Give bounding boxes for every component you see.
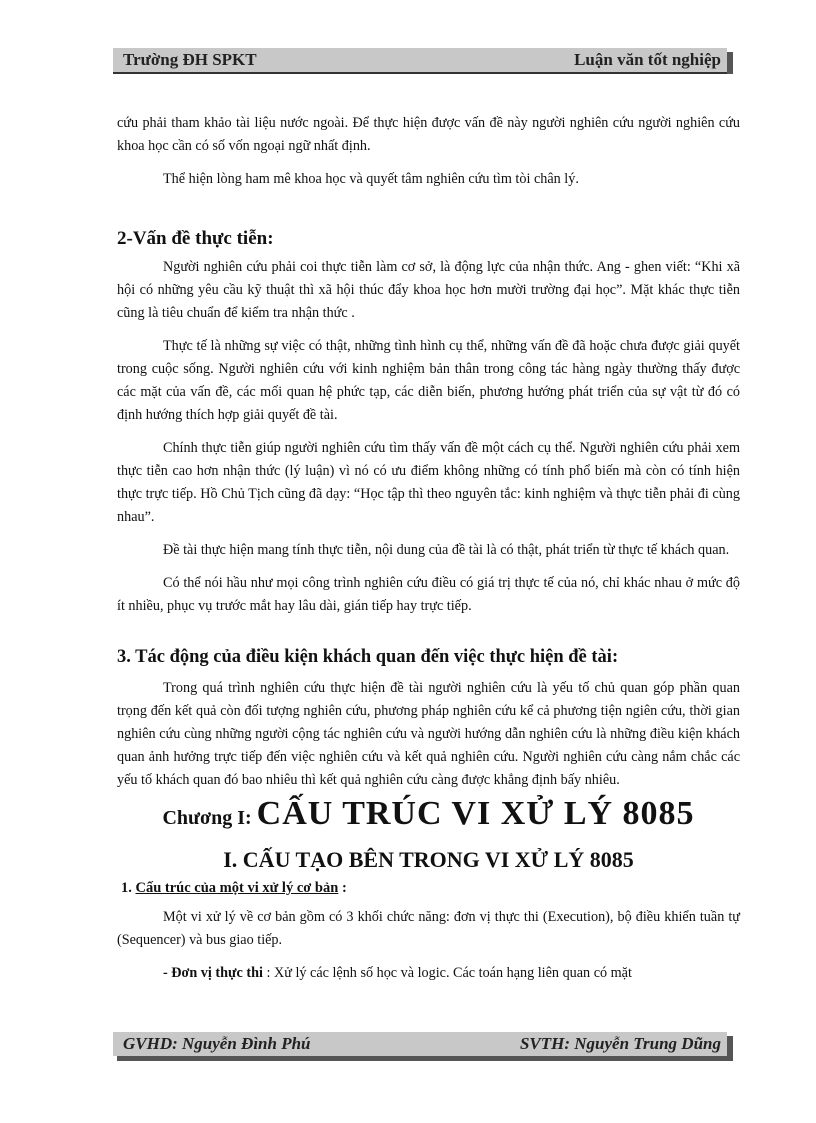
footer-student: SVTH: Nguyễn Trung Dũng	[519, 1034, 721, 1053]
page-footer	[113, 1032, 727, 1056]
paragraph: Thực tế là những sự việc có thật, những tình hình cụ thể, những vấn đề đã hoặc chưa được giải quyết trong cuộc sống. Người nghiên cứu với kinh nghiệm bản thân trong công tác hàng ngày thường thấy được các mặt của vấn đề, các mối quan hệ phức tạp, các diễn biến, phương hướng phát triển của sự vật từ đó có định hướng thích hợp giải quyết đề tài.	[117, 338, 740, 423]
paragraph: cứu phải tham khảo tài liệu nước ngoài. Để thực hiện được vấn đề này người nghiên cứu người nghiên cứu khoa học cần có số vốn ngoại ngữ nhất định.	[117, 115, 740, 154]
subsection-colon: :	[338, 880, 347, 896]
chapter-title	[117, 795, 740, 832]
paragraph: Có thể nói hầu như mọi công trình nghiên cứu điều có giá trị thực tế của nó, chỉ khác nhau ở mức độ ít nhiều, phục vụ trước mắt hay lâu dài, gián tiếp hay trực tiếp.	[117, 575, 740, 614]
term-description: : Xử lý các lệnh số học và logic. Các toán hạng liên quan có mặt	[262, 965, 632, 981]
page-header	[113, 48, 727, 74]
page-body	[117, 112, 740, 995]
subsection-heading	[121, 877, 740, 900]
section-heading: 2-Vấn đề thực tiễn:	[117, 228, 274, 249]
header-shadow	[727, 52, 733, 74]
header-doc-type: Luận văn tốt nghiệp	[574, 50, 721, 69]
paragraph: Người nghiên cứu phải coi thực tiễn làm cơ sở, là động lực của nhận thức. Ang - ghen viết: “Khi xã hội có những yêu cầu kỹ thuật thì xã hội thúc đẩy khoa học hơn mười trường đại học”. Mặt khác thực tiễn cũng là tiêu chuẩn để kiểm tra nhận thức .	[117, 259, 740, 321]
paragraph: Đề tài thực hiện mang tính thực tiễn, nội dung của đề tài là có thật, phát triển từ thực tế khách quan.	[163, 542, 730, 558]
chapter-prefix: Chương I:	[162, 807, 257, 829]
paragraph: Chính thực tiễn giúp người nghiên cứu tìm thấy vấn đề một cách cụ thể. Người nghiên cứu phải xem thực tiễn cao hơn nhận thức (lý luận) vì nó có ưu điểm không những có tính phổ biến mà còn có tính hiện thực trực tiếp. Hồ Chủ Tịch cũng đã dạy: “Học tập thì theo nguyên tắc: kinh nghiệm và thực tiễn phải đi cùng nhau”.	[117, 440, 740, 525]
paragraph: Một vi xử lý về cơ bản gồm có 3 khối chức năng: đơn vị thực thi (Execution), bộ điều khiển tuần tự (Sequencer) và bus giao tiếp.	[117, 909, 740, 948]
paragraph	[117, 962, 740, 985]
paragraph: Thể hiện lòng ham mê khoa học và quyết tâm nghiên cứu tìm tòi chân lý.	[163, 171, 579, 187]
paragraph: Trong quá trình nghiên cứu thực hiện đề tài người nghiên cứu là yếu tố chủ quan góp phần quan trọng đến kết quả còn đối tượng nghiên cứu, phương pháp nghiên cứu kể cả phương tiện ngiên cứu, thời gian nghiên cứu cùng những người cộng tác nghiên cứu và người hướng dẫn nghiên cứu là những điều kiện khách quan ảnh hưởng trực tiếp đến việc nghiên cứu và kết quả nghiên cứu. Người nghiên cứu càng nắm chắc các yếu tố khách quan đó bao nhiêu thì kết quả nghiên cứu càng được khẳng định bấy nhiêu.	[117, 680, 740, 788]
section-heading: 3. Tác động của điều kiện khách quan đến việc thực hiện đề tài:	[117, 647, 619, 667]
footer-advisor: GVHD: Nguyễn Đình Phú	[123, 1034, 311, 1053]
subsection-title: Cấu trúc của một vi xử lý cơ bản	[135, 880, 339, 896]
subsection-number: 1.	[121, 880, 136, 896]
footer-shadow	[117, 1056, 733, 1061]
section-title: I. CẤU TẠO BÊN TRONG VI XỬ LÝ 8085	[223, 847, 634, 872]
chapter-name: CẤU TRÚC VI XỬ LÝ 8085	[256, 795, 695, 832]
header-school: Trường ĐH SPKT	[123, 50, 257, 69]
term-label: - Đơn vị thực thi	[163, 965, 263, 981]
footer-shadow-side	[727, 1036, 733, 1061]
